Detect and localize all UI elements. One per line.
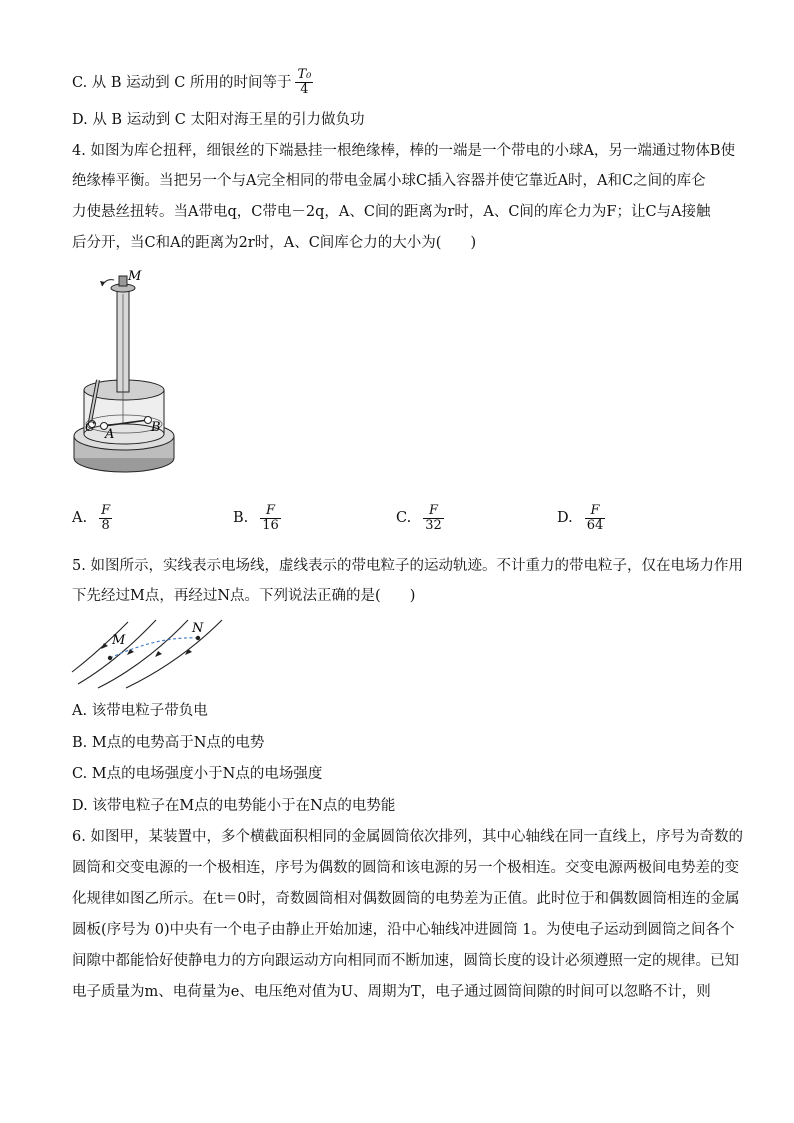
option-fraction (260, 504, 281, 533)
fraction-denominator: 4 (300, 82, 309, 97)
q5-option-a[interactable]: A. 该带电粒子带负电 (72, 703, 208, 719)
q6-line-5: 间隙中都能恰好使静电力的方向跟运动方向相同而不断加速，圆筒长度的设计必须遵照一定的规律。已知 (72, 953, 739, 969)
label-N: N (192, 621, 204, 636)
electric-field-lines-figure (68, 616, 228, 690)
q3-option-d: D. 从 B 运动到 C 太阳对海王星的引力做负功 (72, 112, 365, 128)
q5-option-c[interactable]: C. M点的电场强度小于N点的电场强度 (72, 766, 323, 782)
option-fraction (585, 504, 606, 533)
q4-line-3: 力使悬丝扭转。当A带电q，C带电－2q，A、C间的距离为r时，A、C间的库仑力为F；让C与A接触 (72, 204, 711, 220)
label-M: M (128, 269, 142, 284)
fraction-denominator: 64 (586, 517, 604, 533)
q3-option-c-fraction (295, 68, 313, 97)
fraction-numerator: F (585, 504, 606, 519)
option-label: A. (72, 510, 88, 526)
fraction-denominator: 8 (101, 517, 110, 533)
q4-option-c[interactable] (396, 498, 444, 538)
option-label: C. (396, 510, 412, 526)
label-A: A (105, 427, 115, 442)
fraction-denominator: 32 (425, 517, 442, 533)
q4-line-2: 绝缘棒平衡。当把另一个与A完全相同的带电金属小球C插入容器并使它靠近A时，A和C之间的库仑 (72, 173, 706, 189)
q4-option-b[interactable] (233, 498, 281, 538)
coulomb-torsion-balance-figure (68, 264, 180, 482)
q6-line-2: 圆筒和交变电源的一个极相连，序号为偶数的圆筒和该电源的另一个极相连。交变电源两极间电势差的变 (72, 860, 739, 876)
option-label: D. (557, 510, 573, 526)
q5-line-2: 下先经过M点，再经过N点。下列说法正确的是( ) (72, 588, 416, 604)
label-M: M (112, 633, 126, 648)
q5-line-1: 5. 如图所示，实线表示电场线，虚线表示的带电粒子的运动轨迹。不计重力的带电粒子，仅在电场力作用 (72, 558, 743, 574)
fraction-numerator: F (260, 504, 281, 519)
q4-option-a[interactable] (72, 498, 112, 538)
q3-option-c (72, 68, 313, 97)
label-C: C (85, 420, 95, 435)
q3-option-c-text: C. 从 B 运动到 C 所用的时间等于 (72, 74, 292, 91)
q6-line-1: 6. 如图甲，某装置中，多个横截面积相同的金属圆筒依次排列，其中心轴线在同一直线上，序号为奇数的 (72, 829, 743, 845)
q5-option-d[interactable]: D. 该带电粒子在M点的电势能小于在N点的电势能 (72, 798, 396, 814)
q4-option-d[interactable] (557, 498, 605, 538)
fraction-denominator: 16 (262, 517, 279, 533)
label-B: B (151, 420, 161, 435)
q5-option-b[interactable]: B. M点的电势高于N点的电势 (72, 735, 265, 751)
q6-line-4: 圆板(序号为 0)中央有一个电子由静止开始加速，沿中心轴线冲进圆筒 1。为使电子运动到圆筒之间各个 (72, 922, 735, 938)
q4-line-4: 后分开，当C和A的距离为2r时，A、C间库仑力的大小为( ) (72, 235, 477, 251)
q4-line-1: 4. 如图为库仑扭秤，细银丝的下端悬挂一根绝缘棒，棒的一端是一个带电的小球A，另一端通过物体B使 (72, 143, 736, 159)
fraction-numerator: T₀ (297, 67, 312, 82)
fraction-numerator: F (423, 504, 444, 519)
option-label: B. (233, 510, 249, 526)
fraction-numerator: F (101, 502, 111, 518)
q6-line-3: 化规律如图乙所示。在t＝0时，奇数圆筒相对偶数圆筒的电势差为正值。此时位于和偶数圆筒相连的金属 (72, 891, 740, 907)
q6-line-6: 电子质量为m、电荷量为e、电压绝对值为U、周期为T，电子通过圆筒间隙的时间可以忽略不计，则 (72, 984, 711, 1000)
option-fraction (99, 504, 112, 533)
option-fraction (423, 504, 444, 533)
